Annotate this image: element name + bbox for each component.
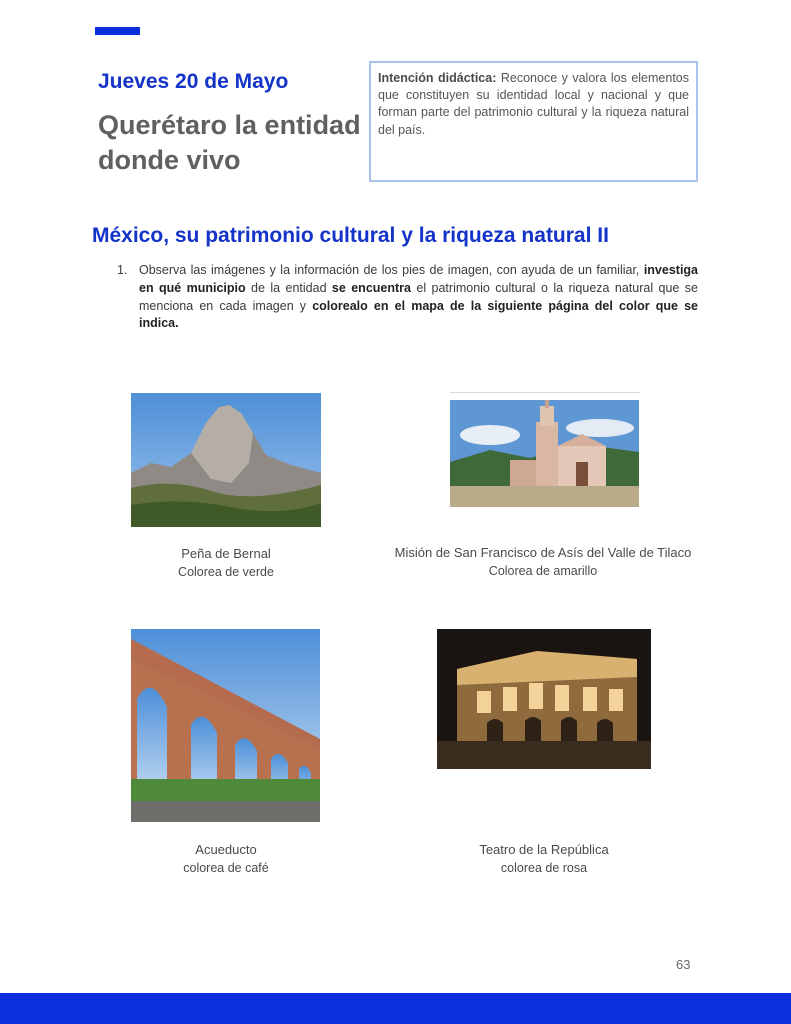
caption-name: Misión de San Francisco de Asís del Valle de Tilaco [394, 545, 692, 560]
caption-acueducto [126, 841, 326, 877]
divider-line [450, 392, 640, 393]
instruction-bold-municipio: investiga en qué municipio [139, 263, 698, 295]
instruction-part: Observa las imágenes y la información de los pies de imagen, con ayuda de un familiar, [139, 263, 644, 277]
mision-tilaco-photo [450, 400, 639, 507]
instruction-number: 1. [117, 263, 128, 277]
instruction-text [139, 262, 698, 333]
caption-name: Teatro de la República [479, 842, 609, 857]
caption-color: Colorea de verde [178, 565, 274, 579]
caption-color: colorea de café [183, 861, 269, 875]
intent-label: Intención didáctica: [378, 71, 497, 85]
caption-mision-tilaco [383, 544, 703, 580]
teatro-republica-photo [437, 629, 651, 769]
caption-color: Colorea de amarillo [488, 564, 598, 578]
date-heading: Jueves 20 de Mayo [98, 70, 289, 93]
page-title: Querétaro la entidad donde vivo [98, 110, 361, 175]
instruction-part: el patrimonio cultural o la riqueza natural que se menciona en cada imagen y [139, 280, 698, 313]
instruction-bold-encuentra: se encuentra [331, 280, 411, 295]
caption-name: Acueducto [195, 842, 257, 857]
pena-de-bernal-photo [131, 393, 321, 527]
caption-pena-de-bernal [126, 545, 326, 581]
instruction-item [117, 262, 698, 333]
caption-color: colorea de rosa [500, 861, 588, 875]
page-number: 63 [676, 957, 691, 972]
caption-teatro-republica [444, 841, 644, 877]
section-title: México, su patrimonio cultural y la riqueza natural II [92, 224, 609, 247]
instruction-bold-colorealo: colorealo en el mapa de la siguiente página del color que se indica. [139, 298, 698, 331]
intent-box [369, 61, 698, 182]
bottom-accent-bar [0, 993, 791, 1024]
acueducto-photo [131, 629, 320, 822]
top-accent-bar [95, 27, 140, 35]
caption-name: Peña de Bernal [181, 546, 271, 561]
instruction-part: de la entidad [245, 280, 332, 295]
intent-text: Reconoce y valora los elementos que constituyen su identidad local y nacional y que forman parte del patrimonio cultural y la riqueza natural del país. [378, 71, 689, 137]
